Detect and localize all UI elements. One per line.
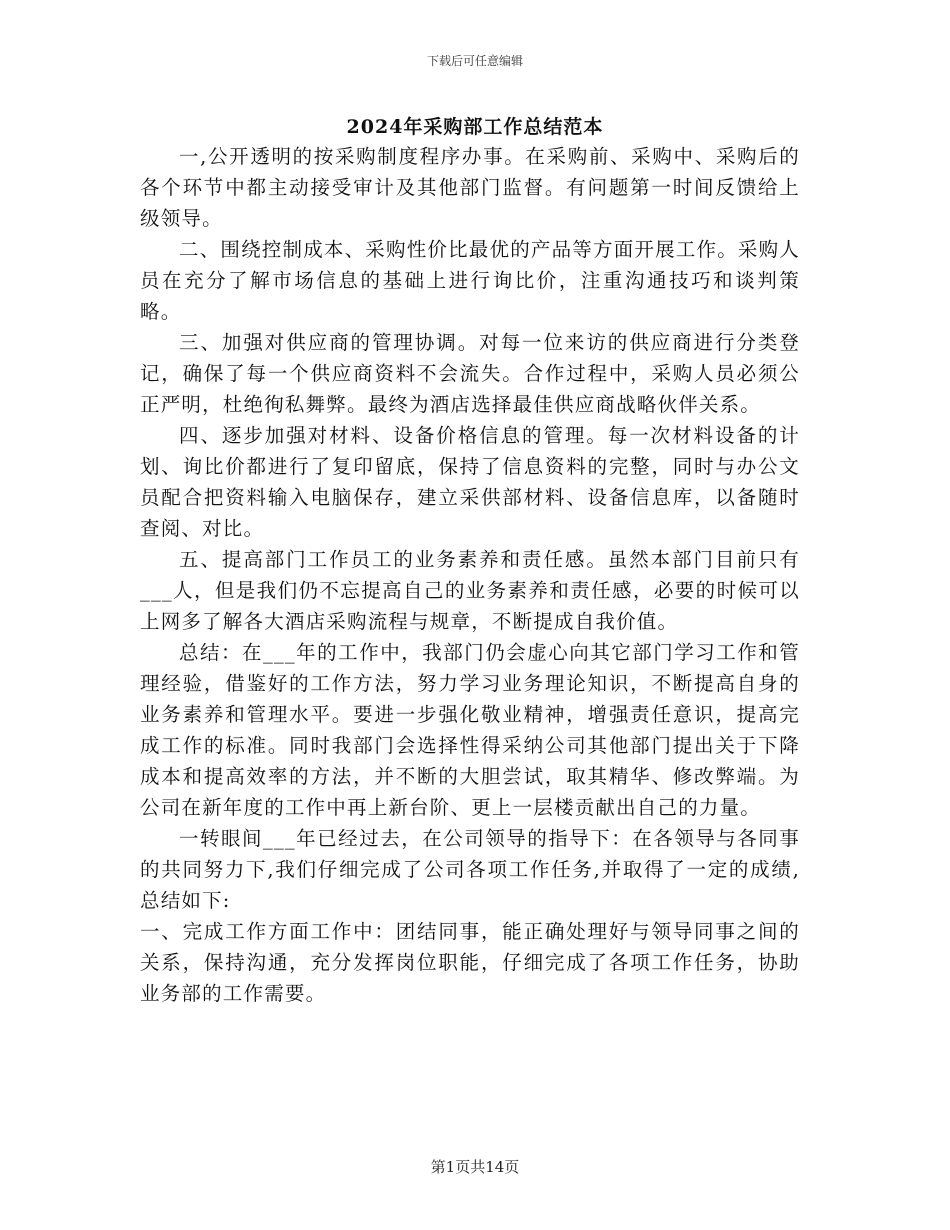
document-title: 2024年采购部工作总结范本 xyxy=(346,116,604,138)
paragraph-cost-control: 二、围绕控制成本、采购性价比最优的产品等方面开展工作。采购人员在充分了解市场信息的基础上进行询比价，注重沟通技巧和谈判策略。 xyxy=(140,238,801,323)
paragraph-staff-quality: 五、提高部门工作员工的业务素养和责任感。虽然本部门目前只有___人，但是我们仍不忘提高自己的业务素养和责任感，必要的时候可以上网多了解各大酒店采购流程与规章，不断提成自我价值。 xyxy=(140,548,800,633)
paragraph-price-information: 四、逐步加强对材料、设备价格信息的管理。每一次材料设备的计划、询比价都进行了复印留底，保持了信息资料的完整，同时与办公文员配合把资料输入电脑保存，建立采供部材料、设备信息库，以备随时查阅、对比。 xyxy=(140,424,800,540)
paragraph-procurement-transparency: 一,公开透明的按采购制度程序办事。在采购前、采购中、采购后的各个环节中都主动接受审计及其他部门监督。有问题第一时间反馈给上级领导。 xyxy=(140,145,800,230)
header-note: 下载后可任意编辑 xyxy=(426,54,523,68)
paragraph-summary: 总结：在___年的工作中，我部门仍会虚心向其它部门学习工作和管理经验，借鉴好的工作方法，努力学习业务理论知识，不断提高自身的业务素养和管理水平。要进一步强化敬业精神，增强责任意识，提高完成工作的标准。同时我部门会选择性得采纳公司其他部门提出关于下降成本和提高效率的方法，并不断的大胆尝试，取其精华、修改弊端。为公司在新年度的工作中再上新台阶、更上一层楼贡献出自己的力量。 xyxy=(140,641,800,819)
page-number: 第1页共14页 xyxy=(430,1158,520,1176)
document-body xyxy=(140,141,800,1009)
paragraph-supplier-management: 三、加强对供应商的管理协调。对每一位来访的供应商进行分类登记，确保了每一个供应商资料不会流失。合作过程中，采购人员必须公正严明，杜绝徇私舞弊。最终为酒店选择最佳供应商战略伙伴关系。 xyxy=(140,331,800,416)
paragraph-work-completion: 一、完成工作方面工作中：团结同事，能正确处理好与领导同事之间的关系，保持沟通，充分发挥岗位职能，仔细完成了各项工作任务，协助业务部的工作需要。 xyxy=(140,920,800,1005)
paragraph-year-review-intro: 一转眼间___年已经过去，在公司领导的指导下：在各领导与各同事的共同努力下,我们仔细完成了公司各项工作任务,并取得了一定的成绩,总结如下: xyxy=(140,827,800,912)
